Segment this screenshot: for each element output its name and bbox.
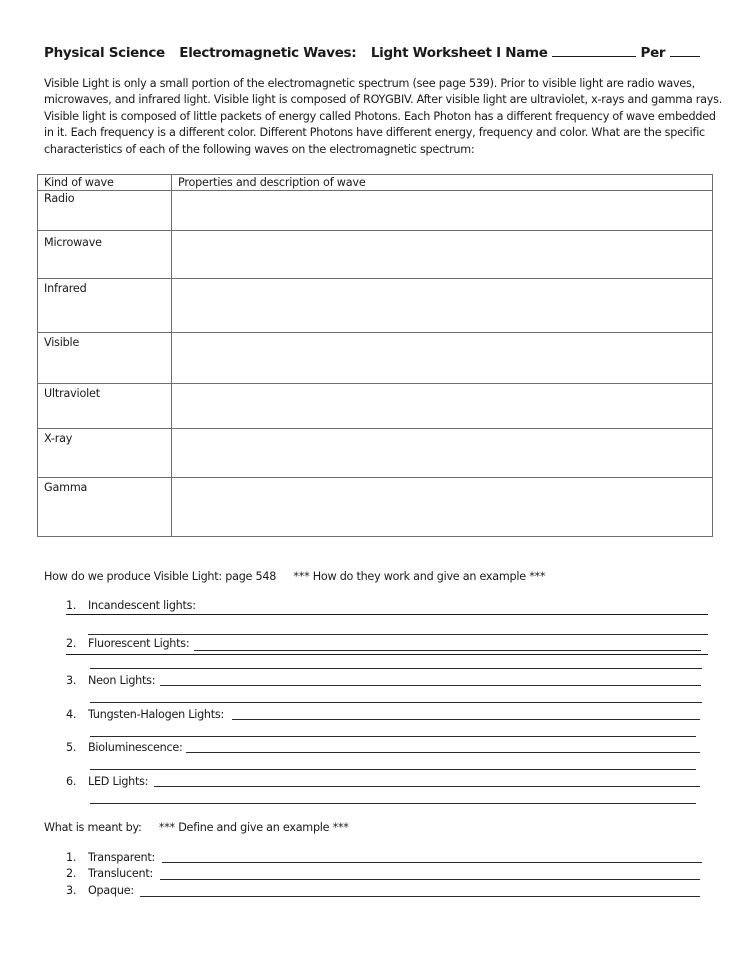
wave-kind-cell: X-ray [38,429,172,478]
period-label: Per [640,45,666,61]
wave-description-cell[interactable] [172,191,713,231]
header-kind-of-wave: Kind of wave [38,175,172,191]
item-label: Translucent: [88,867,154,880]
worksheet-name: Light Worksheet I [370,45,501,61]
item-label: Transparent: [88,851,156,864]
wave-kind-cell: Microwave [38,231,172,279]
table-row [38,279,713,333]
answer-line[interactable] [162,862,702,863]
production-instruction: *** How do they work and give an example *** [293,570,546,583]
definition-prompt: What is meant by: [44,821,142,834]
item-number: 2. [66,867,77,880]
name-field[interactable] [552,44,636,57]
wave-description-cell[interactable] [172,478,713,537]
wave-kind-cell: Gamma [38,478,172,537]
wave-description-cell[interactable] [172,333,713,384]
item-number: 1. [66,851,77,864]
answer-line[interactable] [194,650,701,651]
item-label: Fluorescent Lights: [88,637,190,650]
item-number: 6. [66,775,77,788]
item-label: Bioluminescence: [88,741,183,754]
answer-line[interactable] [66,654,708,655]
course-name: Physical Science [44,45,165,61]
wave-description-cell[interactable] [172,231,713,279]
item-number: 5. [66,741,77,754]
item-label: Opaque: [88,884,134,897]
item-label: Tungsten-Halogen Lights: [88,708,225,721]
wave-description-cell[interactable] [172,429,713,478]
item-number: 3. [66,674,77,687]
item-number: 2. [66,637,77,650]
topic-name: Electromagnetic Waves: [179,45,357,61]
wave-kind-cell: Ultraviolet [38,384,172,429]
header-properties: Properties and description of wave [172,175,713,191]
worksheet-title [44,44,700,61]
wave-kind-cell: Visible [38,333,172,384]
wave-description-cell[interactable] [172,384,713,429]
item-label: Neon Lights: [88,674,156,687]
table-row [38,191,713,231]
item-label: LED Lights: [88,775,149,788]
period-field[interactable] [670,44,700,57]
item-label: Incandescent lights: [88,599,196,612]
item-number: 1. [66,599,77,612]
wave-kind-cell: Infrared [38,279,172,333]
definition-instruction: *** Define and give an example *** [158,821,349,834]
wave-properties-table [37,174,713,537]
answer-line[interactable] [90,668,702,669]
table-row [38,384,713,429]
intro-paragraph: Visible Light is only a small portion of the electromagnetic spectrum (see page 539). Prior to visible light are radio waves, microwaves, and infrared light. Visible light is composed of ROYGBIV. After visible light are ultraviolet, x-rays and gamma rays. Visible light is composed of little packets of energy called Photons. Each Photon has a different frequency of wave embedded in it. Each frequency is a different color. Different Photons have different energy, frequency and color. What are the specific characteristics of each of the following waves on the electromagnetic spectrum: [44,77,722,156]
answer-line[interactable] [154,786,700,787]
answer-line[interactable] [160,879,700,880]
answer-line[interactable] [186,752,700,753]
item-number: 4. [66,708,77,721]
table-header-row [38,175,713,191]
answer-line[interactable] [90,736,696,737]
wave-kind-cell: Radio [38,191,172,231]
table-row [38,478,713,537]
production-section-heading [44,570,545,583]
answer-line[interactable] [90,702,702,703]
wave-description-cell[interactable] [172,279,713,333]
answer-line[interactable] [160,685,701,686]
definition-section-heading [44,821,349,834]
answer-line[interactable] [88,634,708,635]
answer-line[interactable] [90,769,696,770]
production-prompt: How do we produce Visible Light: page 548 [44,570,277,583]
answer-line[interactable] [232,719,700,720]
name-label: Name [505,45,548,61]
answer-line[interactable] [66,614,708,615]
item-number: 3. [66,884,77,897]
answer-line[interactable] [140,896,700,897]
answer-line[interactable] [90,803,696,804]
table-row [38,231,713,279]
table-row [38,429,713,478]
table-row [38,333,713,384]
